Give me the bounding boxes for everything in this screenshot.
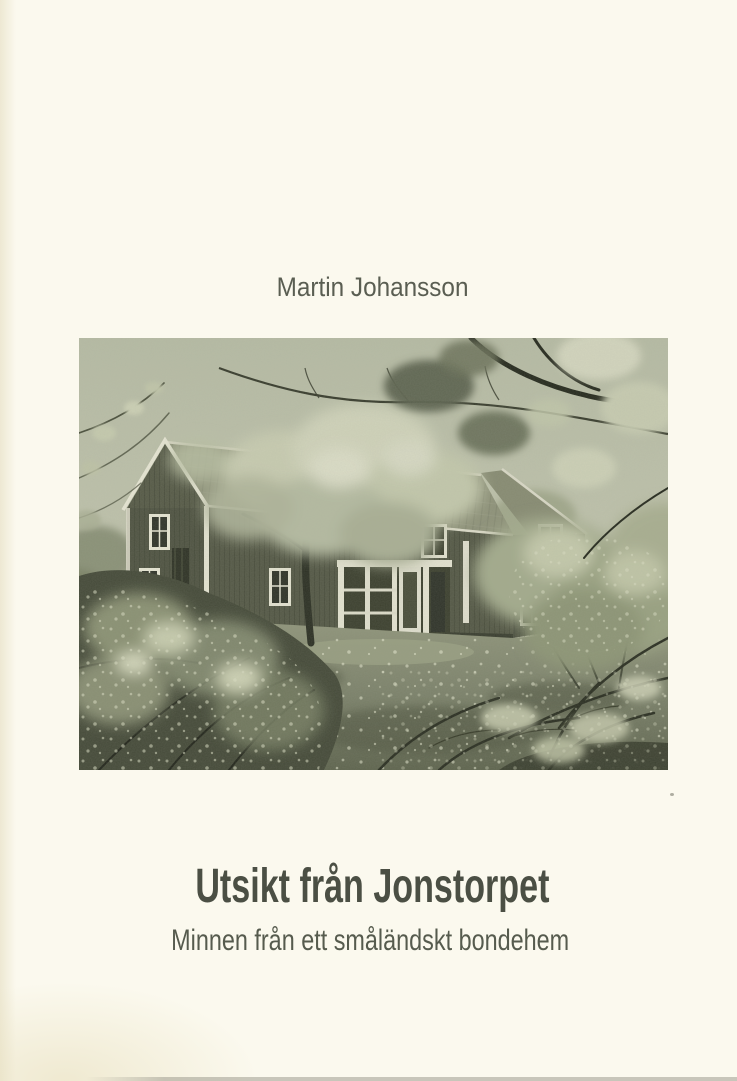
scan-edge-shadow [86,1077,737,1081]
cover-photo-illustration [79,338,668,770]
scan-corner-shading [0,981,260,1081]
author-name-text: Martin Johansson [276,272,469,302]
author-name [4,272,737,302]
scan-speck [670,793,674,796]
cover-photo [79,338,668,770]
book-subtitle [2,924,737,958]
book-title-text: Utsikt från Jonstorpet [195,860,550,913]
book-title [4,861,737,913]
scan-left-edge-shading [0,0,16,1081]
book-subtitle-text: Minnen från ett småländskt bondehem [171,924,570,957]
